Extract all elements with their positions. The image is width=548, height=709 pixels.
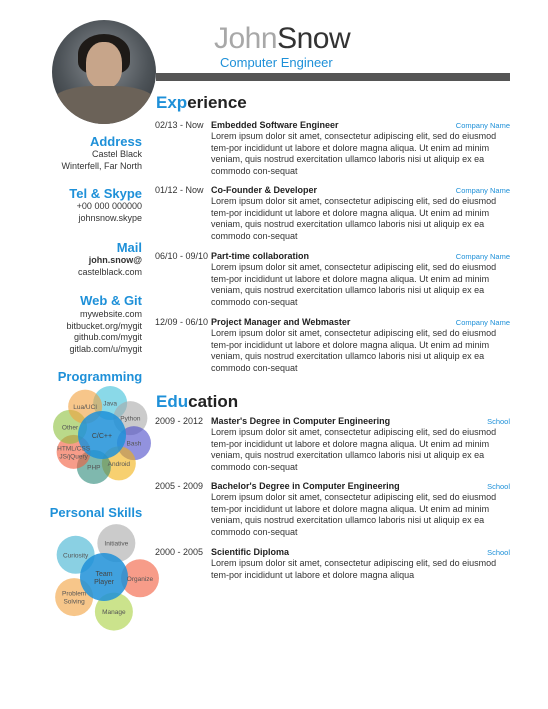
experience-heading bbox=[156, 93, 247, 113]
email-line-2[interactable]: castelblack.com bbox=[77, 266, 142, 277]
entry-description: Lorem ipsum dolor sit amet, consectetur adipiscing elit, sed do eiusmod tem-por incididunt ut labore et dolore magna aliqua. Ut enim ad minim veniam, quis nostrud exercitation ullamco laboris nisi ut aliquip ex ea commodo con-sequat bbox=[211, 196, 497, 241]
skills-center-label: Team bbox=[95, 571, 113, 578]
entry-title: Project Manager and Webmaster bbox=[211, 317, 351, 327]
entry-title: Bachelor's Degree in Computer Engineering bbox=[211, 481, 400, 491]
github-link[interactable]: github.com/mygit bbox=[73, 332, 142, 342]
entry-description: Lorem ipsum dolor sit amet, consectetur adipiscing elit, sed do eiusmod tem-por incididunt ut labore et dolore magna aliqua. Ut enim ad minim veniam, quis nostrud exercitation ullamco laboris nisi ut aliquip ex ea commodo con-sequat bbox=[211, 262, 497, 307]
entry-organization: School bbox=[487, 417, 510, 426]
skills-bubble-label: Organize bbox=[126, 575, 154, 583]
skills-bubble-chart bbox=[48, 522, 168, 637]
skills-bubble-label: Curiosity bbox=[63, 552, 89, 560]
entry-description: Lorem ipsum dolor sit amet, consectetur adipiscing elit, sed do eiusmod tem-por incididunt ut labore et dolore magna aliqua. Ut enim ad minim veniam, quis nostrud exercitation ullamco laboris nisi ut aliquip ex ea commodo con-sequat bbox=[211, 492, 497, 537]
skills-heading: Personal Skills bbox=[49, 505, 143, 520]
programming-bubble-label: Python bbox=[120, 415, 141, 423]
entry-description: Lorem ipsum dolor sit amet, consectetur adipiscing elit, sed do eiusmod tem-por incididunt ut labore et dolore magna aliqua. Ut enim ad minim veniam, quis nostrud exercitation ullamco laboris nisi ut aliquip ex ea commodo con-sequat bbox=[211, 427, 497, 472]
education-heading-accent: Edu bbox=[156, 392, 189, 411]
entry-description: Lorem ipsum dolor sit amet, consectetur adipiscing elit, sed do eiusmod tem-por incididunt ut labore et dolore magna aliqua. Ut enim ad minim veniam, quis nostrud exercitation ullamco laboris nisi ut aliquip ex ea commodo con-sequat bbox=[211, 131, 497, 176]
entry-date: 12/09 - 06/10 bbox=[155, 317, 209, 327]
address-line: Castel Black bbox=[91, 149, 142, 159]
first-name: John bbox=[214, 22, 278, 55]
web-heading: Web & Git bbox=[80, 293, 142, 308]
bitbucket-link[interactable]: bitbucket.org/mygit bbox=[66, 320, 142, 331]
skills-center-label: Player bbox=[94, 579, 114, 586]
mail-heading: Mail bbox=[116, 240, 142, 255]
phone-number: +00 000 000000 bbox=[76, 201, 142, 211]
programming-bubble-label: PHP bbox=[87, 464, 101, 472]
profile-photo bbox=[52, 20, 156, 124]
programming-heading: Programming bbox=[57, 369, 143, 384]
last-name: Snow bbox=[277, 22, 351, 55]
mail-text bbox=[78, 255, 142, 278]
gitlab-link[interactable]: gitlab.com/u/mygit bbox=[69, 343, 142, 354]
header-divider bbox=[156, 73, 510, 81]
education-heading bbox=[156, 392, 238, 412]
education-heading-rest: cation bbox=[188, 392, 239, 411]
skype-id: johnsnow.skype bbox=[78, 212, 142, 223]
programming-bubble-label: Java bbox=[103, 400, 118, 408]
entry-date: 2009 - 2012 bbox=[155, 416, 204, 426]
programming-bubble-label: JS/jQuery bbox=[59, 453, 88, 461]
skills-bubble-label: Solving bbox=[63, 598, 85, 606]
programming-bubble-label: Lua/UCI bbox=[73, 404, 98, 412]
entry-organization: Company Name bbox=[455, 121, 510, 130]
entry-title: Part-time collaboration bbox=[211, 251, 310, 261]
skills-bubble-label: Initiative bbox=[104, 540, 129, 548]
tel-text bbox=[77, 201, 142, 224]
address-text bbox=[61, 149, 142, 172]
entry-date: 01/12 - Now bbox=[155, 185, 204, 195]
entry-organization: Company Name bbox=[455, 186, 510, 195]
programming-center-label: C/C++ bbox=[91, 433, 113, 440]
entry-title: Embedded Software Engineer bbox=[211, 120, 339, 130]
address-heading: Address bbox=[89, 134, 142, 149]
entry-title: Master's Degree in Computer Engineering bbox=[211, 416, 391, 426]
entry-organization: School bbox=[487, 548, 510, 557]
programming-bubble-label: Other bbox=[61, 424, 79, 432]
entry-description: Lorem ipsum dolor sit amet, consectetur adipiscing elit, sed do eiusmod tem-por incididunt ut labore et dolore magna aliqua bbox=[211, 558, 497, 580]
entry-title: Scientific Diploma bbox=[211, 547, 290, 557]
programming-bubble-label: Android bbox=[107, 460, 131, 468]
website-link[interactable]: mywebsite.com bbox=[79, 309, 142, 319]
experience-heading-rest: erience bbox=[187, 93, 247, 112]
entry-organization: Company Name bbox=[455, 318, 510, 327]
tel-heading: Tel & Skype bbox=[69, 186, 142, 201]
entry-organization: School bbox=[487, 482, 510, 491]
job-title: Computer Engineer bbox=[220, 55, 333, 70]
entry-title: Co-Founder & Developer bbox=[211, 185, 318, 195]
experience-heading-accent: Exp bbox=[156, 93, 188, 112]
programming-bubble-label: Bash bbox=[126, 440, 142, 448]
entry-date: 2005 - 2009 bbox=[155, 481, 204, 491]
address-line: Winterfell, Far North bbox=[61, 160, 142, 171]
skills-bubble-label: Problem bbox=[62, 590, 87, 598]
candidate-name bbox=[214, 22, 350, 56]
email-line-1[interactable]: john.snow@ bbox=[88, 255, 142, 265]
entry-organization: Company Name bbox=[455, 252, 510, 261]
programming-bubble-chart bbox=[45, 383, 160, 486]
skills-bubble-label: Manage bbox=[102, 609, 126, 617]
web-links bbox=[66, 309, 142, 355]
entry-description: Lorem ipsum dolor sit amet, consectetur adipiscing elit, sed do eiusmod tem-por incididunt ut labore et dolore magna aliqua. Ut enim ad minim veniam, quis nostrud exercitation ullamco laboris nisi ut aliquip ex ea commodo con-sequat bbox=[211, 328, 497, 373]
programming-bubble-label: HTML/CSS bbox=[57, 445, 91, 453]
entry-date: 2000 - 2005 bbox=[155, 547, 204, 557]
entry-date: 02/13 - Now bbox=[155, 120, 204, 130]
entry-date: 06/10 - 09/10 bbox=[155, 251, 209, 261]
